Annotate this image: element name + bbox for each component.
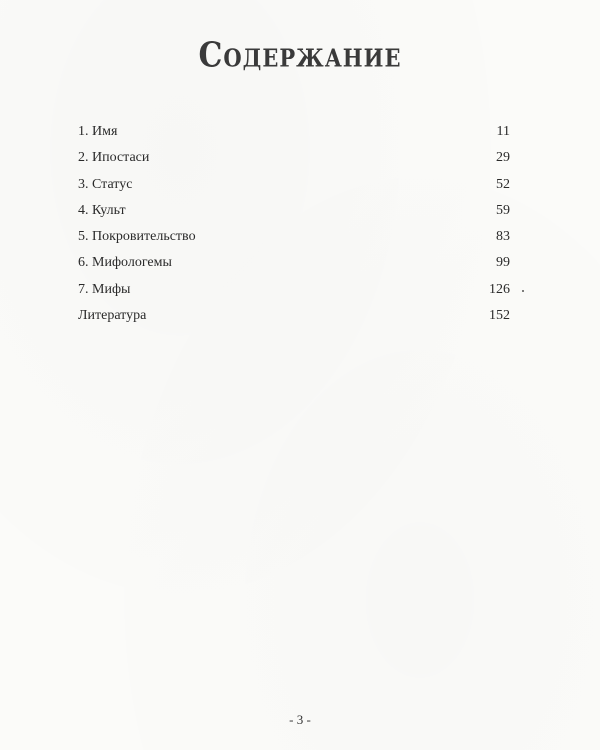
toc-entry-status: [78, 172, 510, 198]
page-title: Содержание: [198, 35, 402, 76]
toc-entry-page: 11: [496, 124, 510, 139]
toc-entry-page: 99: [496, 255, 510, 271]
toc-entry-label: 5. Покровительство: [78, 229, 196, 245]
dot-leader: [147, 318, 488, 319]
table-of-contents: [78, 119, 510, 329]
toc-entry-label: 4. Культ: [78, 202, 126, 218]
toc-entry-page: 59: [496, 202, 510, 218]
toc-entry-label: 1. Имя: [78, 124, 118, 139]
toc-entry-mythologems: [78, 250, 510, 276]
toc-entry-cult: [78, 198, 510, 224]
toc-entry-page: 83: [496, 229, 510, 245]
dot-leader: [127, 213, 495, 214]
toc-entry-page: 29: [496, 150, 510, 166]
toc-entry-patronage: [78, 224, 510, 250]
dot-leader: [173, 265, 495, 266]
dot-leader: [150, 160, 495, 161]
toc-entry-page: 126: [489, 281, 510, 297]
stray-ink-mark: [522, 290, 524, 292]
toc-entry-label: 7. Мифы: [78, 281, 131, 297]
dot-leader: [131, 292, 488, 293]
dot-leader: [197, 239, 495, 240]
toc-entry-label: 6. Мифологемы: [78, 255, 172, 271]
page-number: - 3 -: [289, 712, 311, 727]
dot-leader: [133, 187, 495, 188]
toc-entry-page: 152: [489, 308, 510, 324]
toc-entry-label: 2. Ипостаси: [78, 150, 150, 166]
toc-entry-myths: [78, 277, 510, 303]
dot-leader: [118, 134, 495, 135]
toc-entry-label: 3. Статус: [78, 176, 133, 192]
toc-entry-hypostases: [78, 145, 510, 171]
toc-entry-label: Литература: [78, 308, 147, 324]
toc-entry-page: 52: [496, 176, 510, 192]
toc-entry-literature: [78, 303, 510, 329]
toc-entry-name: [78, 119, 510, 145]
